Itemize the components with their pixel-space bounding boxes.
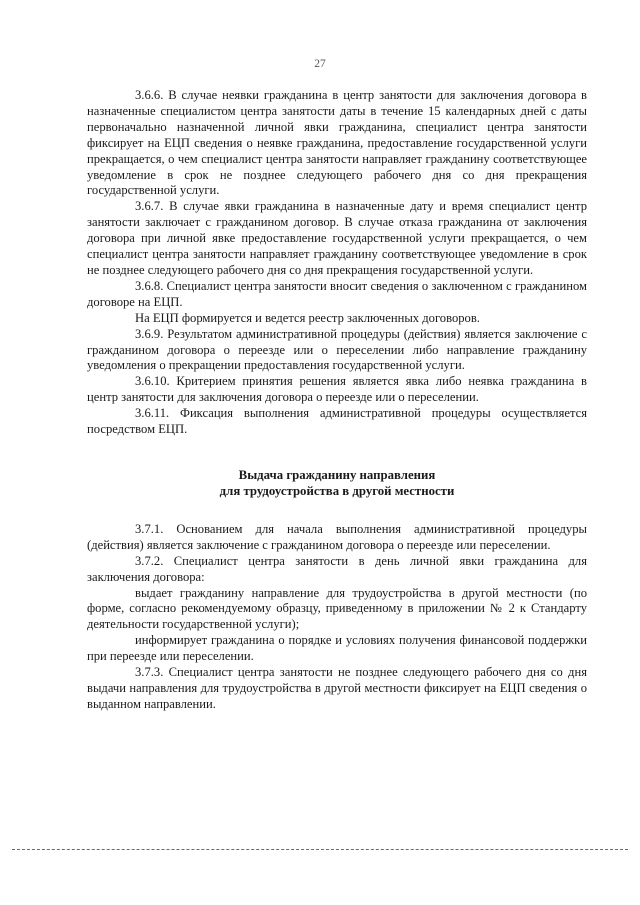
paragraph-3-7-2-inform: информирует гражданина о порядке и условиях получения финансовой поддержки при переезде или переселении. (87, 633, 587, 664)
section-heading-line-2: для трудоустройства в другой местности (219, 484, 455, 499)
paragraph-3-6-11: 3.6.11. Фиксация выполнения административной процедуры осуществляется посредством ЕЦП. (87, 406, 587, 437)
paragraph-3-7-1: 3.7.1. Основанием для начала выполнения административной процедуры (действия) является заключение с гражданином договора о переезде или переселении. (87, 521, 587, 552)
paragraph-registry: На ЕЦП формируется и ведется реестр заключенных договоров. (135, 310, 480, 325)
page-number: 27 (314, 58, 326, 70)
paragraph-3-6-6: 3.6.6. В случае неявки гражданина в центр занятости для заключения договора в назначенные специалистом центра занятости даты в течение 15 календарных дней с даты первоначально назначенной личной явки гражданина, специалист центра занятости фиксирует на ЕЦП сведения о неявке гражданина, предоставление государственной услуги прекращается, о чем специалист центра занятости направляет гражданину соответствующее уведомление в срок не позднее следующего рабочего дня со дня прекращения государственной услуги. (87, 88, 587, 198)
bottom-scan-line (12, 849, 628, 850)
section-heading-line-1: Выдача гражданину направления (238, 467, 436, 482)
paragraph-3-6-7: 3.6.7. В случае явки гражданина в назначенные дату и время специалист центр занятости заключает с гражданином договор. В случае отказа гражданина от заключения договора при личной явке предоставление государственной услуги прекращается, о чем специалист центра занятости направляет гражданину соответствующее уведомление в срок не позднее следующего рабочего дня со дня прекращения государственной услуги. (87, 199, 587, 277)
paragraph-3-7-2-issue: выдает гражданину направление для трудоустройства в другой местности (по форме, согласно рекомендуемому образцу, приведенному в приложении № 2 к Стандарту деятельности государственной услуги); (87, 585, 587, 632)
paragraph-3-7-3: 3.7.3. Специалист центра занятости не позднее следующего рабочего дня со дня выдачи направления для трудоустройства в другой местности фиксирует на ЕЦП сведения о выданном направлении. (87, 665, 587, 711)
section-heading (87, 467, 587, 500)
paragraph-3-6-9: 3.6.9. Результатом административной процедуры (действия) является заключение с гражданином договора о переезде или о переселении либо направление гражданину уведомления о прекращении предоставления государственной услуги. (87, 326, 587, 373)
paragraph-3-7-2: 3.7.2. Специалист центра занятости в день личной явки гражданина для заключения договора: (87, 553, 587, 584)
paragraph-3-6-10: 3.6.10. Критерием принятия решения является явка либо неявка гражданина в центр занятости для заключения договора о переезде или о переселении. (87, 374, 587, 405)
document-body (87, 88, 587, 713)
paragraph-3-6-8: 3.6.8. Специалист центра занятости вносит сведения о заключенном с гражданином договоре на ЕЦП. (87, 278, 587, 309)
